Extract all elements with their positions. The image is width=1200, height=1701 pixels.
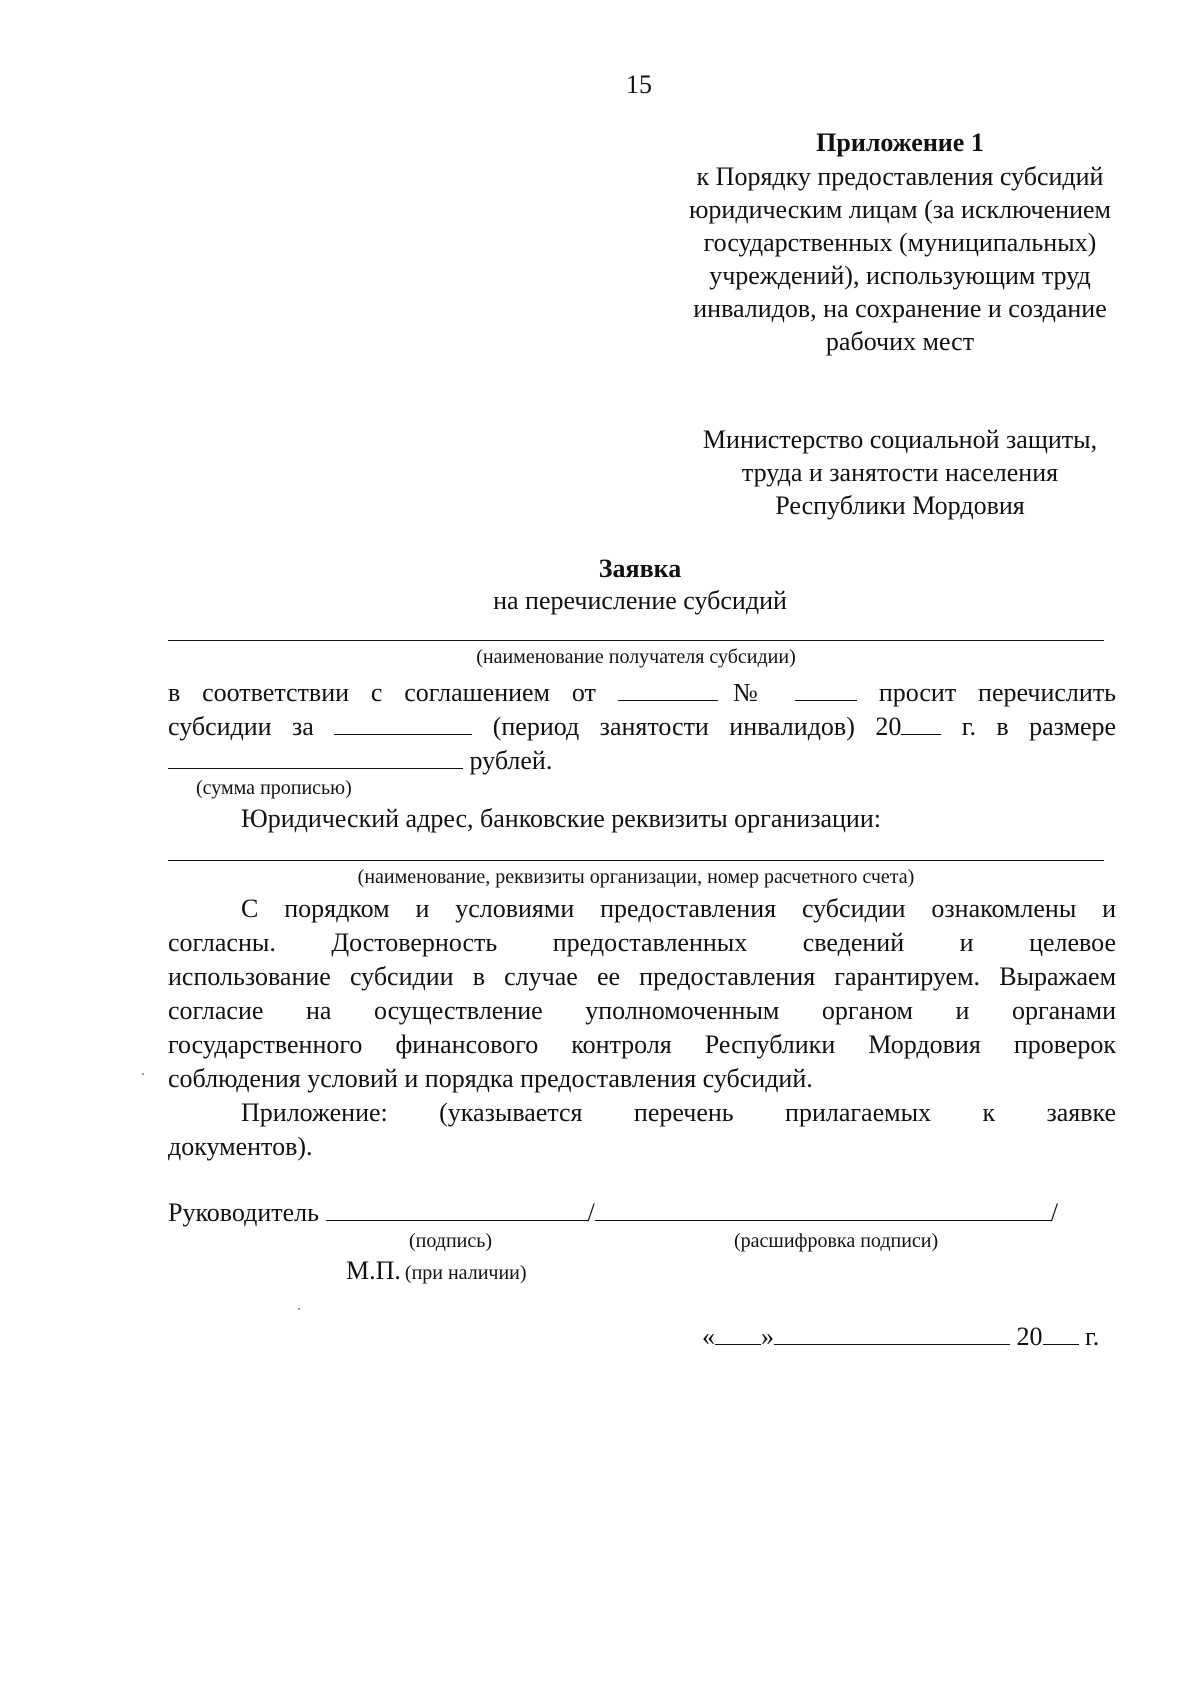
agreement-line: согласие на осуществление уполномоченным органом и органами	[168, 996, 1116, 1025]
word: перечислить	[978, 678, 1117, 707]
appendix-line: учреждений), использующим труд	[709, 261, 1091, 290]
month-blank[interactable]	[774, 1318, 1010, 1345]
request-line-1	[168, 674, 1116, 710]
agreement-line: согласны. Достоверность предоставленных сведений и целевое	[168, 928, 1116, 957]
appendix-title: Приложение 1	[816, 128, 984, 157]
word: субсидии	[168, 712, 272, 741]
amount-caption: (сумма прописью)	[196, 777, 352, 799]
word: соглашением	[404, 678, 551, 707]
signature-decode-caption: (расшифровка подписи)	[734, 1230, 939, 1252]
recipient-caption: (наименование получателя субсидии)	[476, 646, 796, 668]
page-number: 15	[626, 70, 652, 99]
stamp-row	[346, 1254, 527, 1288]
word: с	[370, 678, 383, 707]
signature-decode-blank[interactable]	[595, 1194, 1051, 1221]
rubles-label: рублей.	[469, 746, 553, 775]
agreement-line: С порядком и условиями предоставления субсидии ознакомлены и	[241, 894, 1117, 923]
organization-details-line[interactable]	[168, 860, 1104, 861]
stamp-label: М.П.	[346, 1256, 401, 1285]
addressee-line: труда и занятости населения	[741, 458, 1059, 487]
amount-blank[interactable]	[168, 742, 463, 769]
word: (период	[492, 712, 580, 741]
year-prefix: 20	[875, 712, 902, 741]
agreement-date-blank[interactable]	[618, 674, 718, 701]
scan-speck	[298, 1308, 300, 1310]
word: от	[571, 678, 596, 707]
year-blank[interactable]	[901, 708, 941, 735]
year-prefix: 20	[1016, 1322, 1043, 1351]
organization-caption: (наименование, реквизиты организации, номер расчетного счета)	[357, 866, 915, 888]
attachment-line: Приложение: (указывается перечень прилагаемых к заявке	[241, 1098, 1117, 1127]
word: размере	[1029, 712, 1117, 741]
attachment-line: документов).	[168, 1132, 313, 1161]
head-label: Руководитель	[168, 1198, 319, 1227]
word: просит	[878, 678, 957, 707]
appendix-line: юридическим лицам (за исключением	[689, 195, 1111, 224]
form-subtitle: на перечисление субсидий	[493, 586, 787, 615]
request-line-3	[168, 742, 1116, 778]
signature-blank[interactable]	[326, 1194, 588, 1221]
date-row	[702, 1318, 1099, 1354]
form-title: Заявка	[598, 554, 682, 583]
year-suffix: г.	[1085, 1322, 1100, 1351]
signature-row	[168, 1194, 1116, 1230]
addressee-line: Министерство социальной защиты,	[702, 425, 1098, 454]
addressee-line: Республики Мордовия	[775, 491, 1025, 520]
slash: /	[587, 1198, 595, 1227]
day-blank[interactable]	[715, 1318, 761, 1345]
address-label: Юридический адрес, банковские реквизиты организации:	[241, 804, 881, 833]
appendix-line: инвалидов, на сохранение и создание	[693, 294, 1107, 323]
agreement-line: соблюдения условий и порядка предоставления субсидий.	[168, 1064, 813, 1093]
period-blank[interactable]	[334, 708, 472, 735]
agreement-number-blank[interactable]	[795, 674, 857, 701]
scan-speck	[142, 1073, 144, 1075]
word: занятости	[599, 712, 709, 741]
slash: /	[1050, 1198, 1058, 1227]
word: за	[292, 712, 314, 741]
word: в	[168, 678, 181, 707]
agreement-line: использование субсидии в случае ее предоставления гарантируем. Выражаем	[168, 962, 1117, 991]
recipient-name-line[interactable]	[168, 640, 1104, 641]
close-quote: »	[761, 1322, 774, 1351]
request-line-2	[168, 708, 1116, 744]
word: соответствии	[202, 678, 350, 707]
year-blank[interactable]	[1043, 1318, 1079, 1345]
appendix-line: рабочих мест	[825, 327, 975, 356]
appendix-line: к Порядку предоставления субсидий	[696, 162, 1104, 191]
number-sign: №	[717, 678, 774, 707]
word: г. в	[961, 712, 1009, 741]
appendix-line: государственных (муниципальных)	[703, 228, 1097, 257]
open-quote: «	[702, 1322, 715, 1351]
signature-caption: (подпись)	[409, 1230, 493, 1252]
word: инвалидов)	[729, 712, 855, 741]
agreement-line: государственного финансового контроля Республики Мордовия проверок	[168, 1030, 1117, 1059]
stamp-note: (при наличии)	[404, 1262, 527, 1284]
